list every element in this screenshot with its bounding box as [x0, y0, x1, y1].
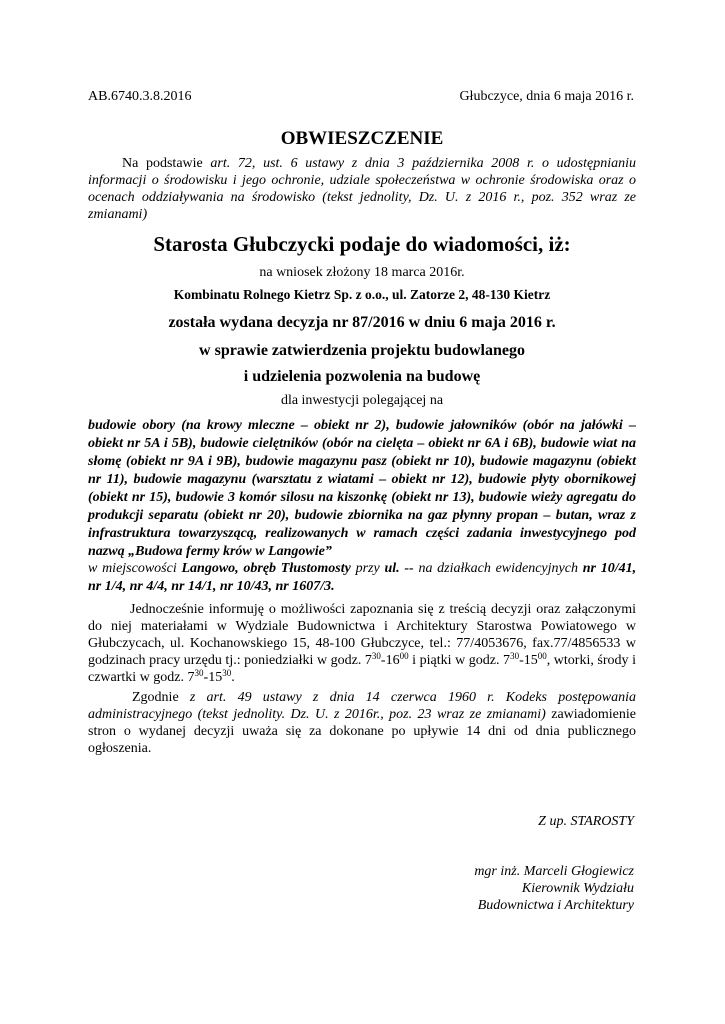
location-text-1: w miejscowości [88, 561, 177, 576]
location-village: Langowo, obręb Tłustomosty [181, 561, 351, 576]
reference-number: AB.6740.3.8.2016 [88, 89, 192, 104]
info-sup-3: 30 [510, 651, 520, 661]
legal-conclusion: zawiadomienie stron o wydanej decyzji uważa się za dokonane po upływie 14 dni od dnia publicznego ogłoszenia. [88, 707, 636, 756]
decision-line: została wydana decyzja nr 87/2016 w dniu 6 maja 2016 r. [168, 314, 556, 331]
legal-basis: z art. 49 ustawy z dnia 14 czerwca 1960 r. Kodeks postępowania administracyjnego (tekst jednolity. Dz. U. z 2016r., poz. 23 wraz ze zmianami) [88, 690, 637, 722]
info-sup-5: 30 [194, 668, 204, 678]
signatory-role-1: Kierownik Wydziału [521, 881, 634, 896]
investment-intro: dla inwestycji polegającej na [280, 393, 444, 408]
announcement-heading: Starosta Głubczycki podaje do wiadomości, iż: [153, 232, 571, 256]
signature-authority: Z up. STAROSTY [538, 814, 634, 829]
location-paragraph [88, 560, 636, 596]
signatory-role-2: Budownictwa i Architektury [477, 898, 634, 913]
intro-paragraph [88, 155, 636, 223]
signatory-name: mgr inż. Marceli Głogiewicz [474, 864, 634, 879]
intro-legal-basis: art. 72, ust. 6 ustawy z dnia 3 października 2008 r. o udostępnianiu informacji o środowisku i jego ochronie, udziale społeczeństwa w ochronie środowiska oraz o ocenach oddziaływania na środowisko (tekst jednolity, Dz. U. z 2016 r., poz. 352 wraz ze zmianami) [88, 156, 637, 222]
info-text-2: -16 [380, 653, 400, 668]
subject-line-1: w sprawie zatwierdzenia projektu budowlanego [199, 342, 525, 359]
info-text-3: i piątki w godz. 7 [408, 653, 511, 668]
info-text-4: -15 [519, 653, 538, 668]
location-street: ul. -- [384, 561, 414, 576]
document-title: OBWIESZCZENIE [280, 128, 444, 149]
investment-description: budowie obory (na krowy mleczne – obiekt nr 2), budowie jałowników (obór na jałówki – obiekt nr 5A i 5B), budowie cielętników (obór na cielęta – obiekt nr 6A i 6B), budowie wiat na słomę (obiekt nr 9A i 9B), budowie magazynu pasz (obiekt nr 10), budowie magazynu (obiekt nr 11), budowie magazynu (warsztatu z wiatami – obiekt nr 12), budowie płyty obornikowej (obiekt nr 15), budowie 3 komór silosu na kiszonkę (obiekt nr 13), budowie wieży agregatu do produkcji separatu (obiekt nr 20), budowie zbiornika na gaz płynny propan – butan, wraz z infrastruktura towarzyszącą, realizowanych w ramach części zadania inwestycyjnego pod nazwą „Budowa fermy krów w Langowie” [88, 418, 636, 559]
signature-block [334, 863, 634, 914]
location-text-3: na działkach ewidencyjnych [418, 561, 578, 576]
info-sup-1: 30 [371, 651, 381, 661]
legal-lead: Zgodnie [132, 690, 179, 705]
info-text: Jednocześnie informuję o możliwości zapoznania się z treścią decyzji oraz załączonymi do niej materiałami w Wydziale Budownictwa i Architektury Starostwa Powiatowego w Głubczycach, ul. Kochanowskiego 15, 48-100 Głubczyce, tel.: 77/4053676, fax.77/4856533 w godzinach pracy urzędu tj.: poniedziałki w godz. 7 [88, 602, 636, 668]
request-date: na wniosek złożony 18 marca 2016r. [259, 265, 465, 280]
applicant: Kombinatu Rolnego Kietrz Sp. z o.o., ul. Zatorze 2, 48-130 Kietrz [173, 287, 551, 302]
info-paragraph [88, 601, 636, 686]
place-and-date: Głubczyce, dnia 6 maja 2016 r. [459, 89, 634, 104]
legal-paragraph [88, 689, 636, 757]
info-text-7: . [231, 670, 235, 685]
info-sup-4: 00 [537, 651, 547, 661]
info-text-6: -15 [203, 670, 223, 685]
subject-line-2: i udzielenia pozwolenia na budowę [243, 368, 481, 385]
location-plots: nr 10/41, nr 1/4, nr 4/4, nr 14/1, nr 10/43, nr 1607/3 [88, 561, 637, 594]
location-end: . [331, 579, 335, 594]
info-sup-6: 30 [222, 668, 232, 678]
intro-lead: Na podstawie [122, 156, 203, 171]
location-text-2: przy [355, 561, 380, 576]
info-sup-2: 00 [399, 651, 409, 661]
info-text-5: , wtorki, środy i czwartki w godz. 7 [88, 653, 637, 685]
